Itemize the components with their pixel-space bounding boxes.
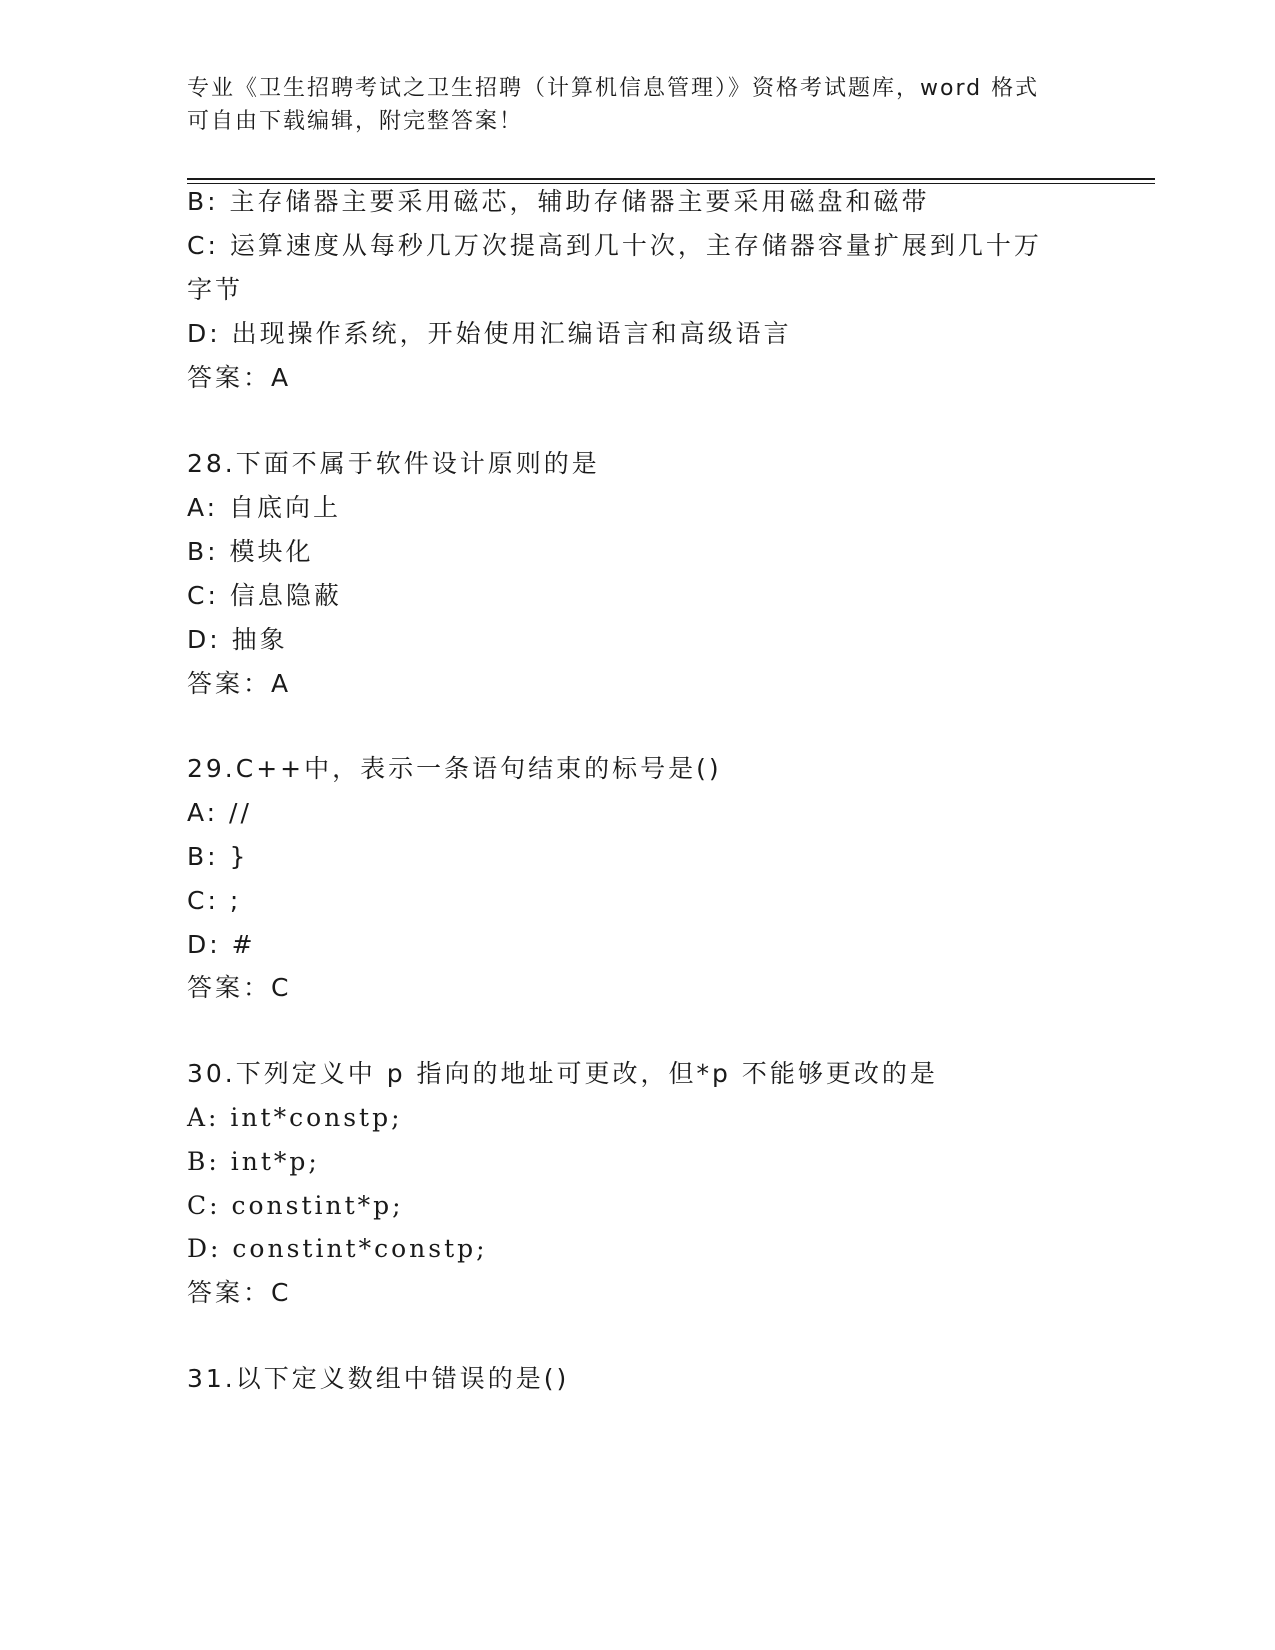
q28-option-d: D: 抽象 [187, 625, 288, 654]
q27-answer: 答案：A [187, 363, 292, 392]
header-divider-thin [187, 183, 1155, 184]
q29-option-c: C: ; [187, 886, 242, 915]
q30-option-c: C: constint*p; [187, 1191, 404, 1220]
q28-answer: 答案：A [187, 669, 292, 698]
q29-option-d: D: # [187, 930, 256, 959]
q30-option-b: B: int*p; [187, 1147, 320, 1176]
header-line-1: 专业《卫生招聘考试之卫生招聘（计算机信息管理）》资格考试题库，word 格式 [187, 76, 1040, 101]
q27-option-d: D: 出现操作系统，开始使用汇编语言和高级语言 [187, 319, 792, 348]
q27-option-c-continued: 字节 [187, 275, 244, 304]
q31-question: 31.以下定义数组中错误的是() [187, 1364, 570, 1393]
document-header [187, 72, 1087, 138]
q27-option-b: B: 主存储器主要采用磁芯，辅助存储器主要采用磁盘和磁带 [187, 187, 930, 216]
q28-option-a: A: 自底向上 [187, 493, 342, 522]
q30-answer: 答案：C [187, 1278, 292, 1307]
q30-option-d: D: constint*constp; [187, 1234, 488, 1263]
header-divider-thick [187, 178, 1155, 180]
q30-option-a: A: int*constp; [187, 1103, 403, 1132]
q29-option-a: A: // [187, 798, 252, 827]
q29-answer: 答案：C [187, 973, 292, 1002]
q28-question: 28.下面不属于软件设计原则的是 [187, 449, 600, 478]
q29-question: 29.C++中，表示一条语句结束的标号是() [187, 754, 722, 783]
q28-option-c: C: 信息隐蔽 [187, 581, 342, 610]
header-line-2: 可自由下载编辑，附完整答案！ [187, 109, 524, 134]
q28-option-b: B: 模块化 [187, 537, 314, 566]
q30-question: 30.下列定义中 p 指向的地址可更改，但*p 不能够更改的是 [187, 1059, 938, 1088]
q27-option-c: C: 运算速度从每秒几万次提高到几十次，主存储器容量扩展到几十万 [187, 231, 1042, 260]
q29-option-b: B: } [187, 842, 249, 871]
